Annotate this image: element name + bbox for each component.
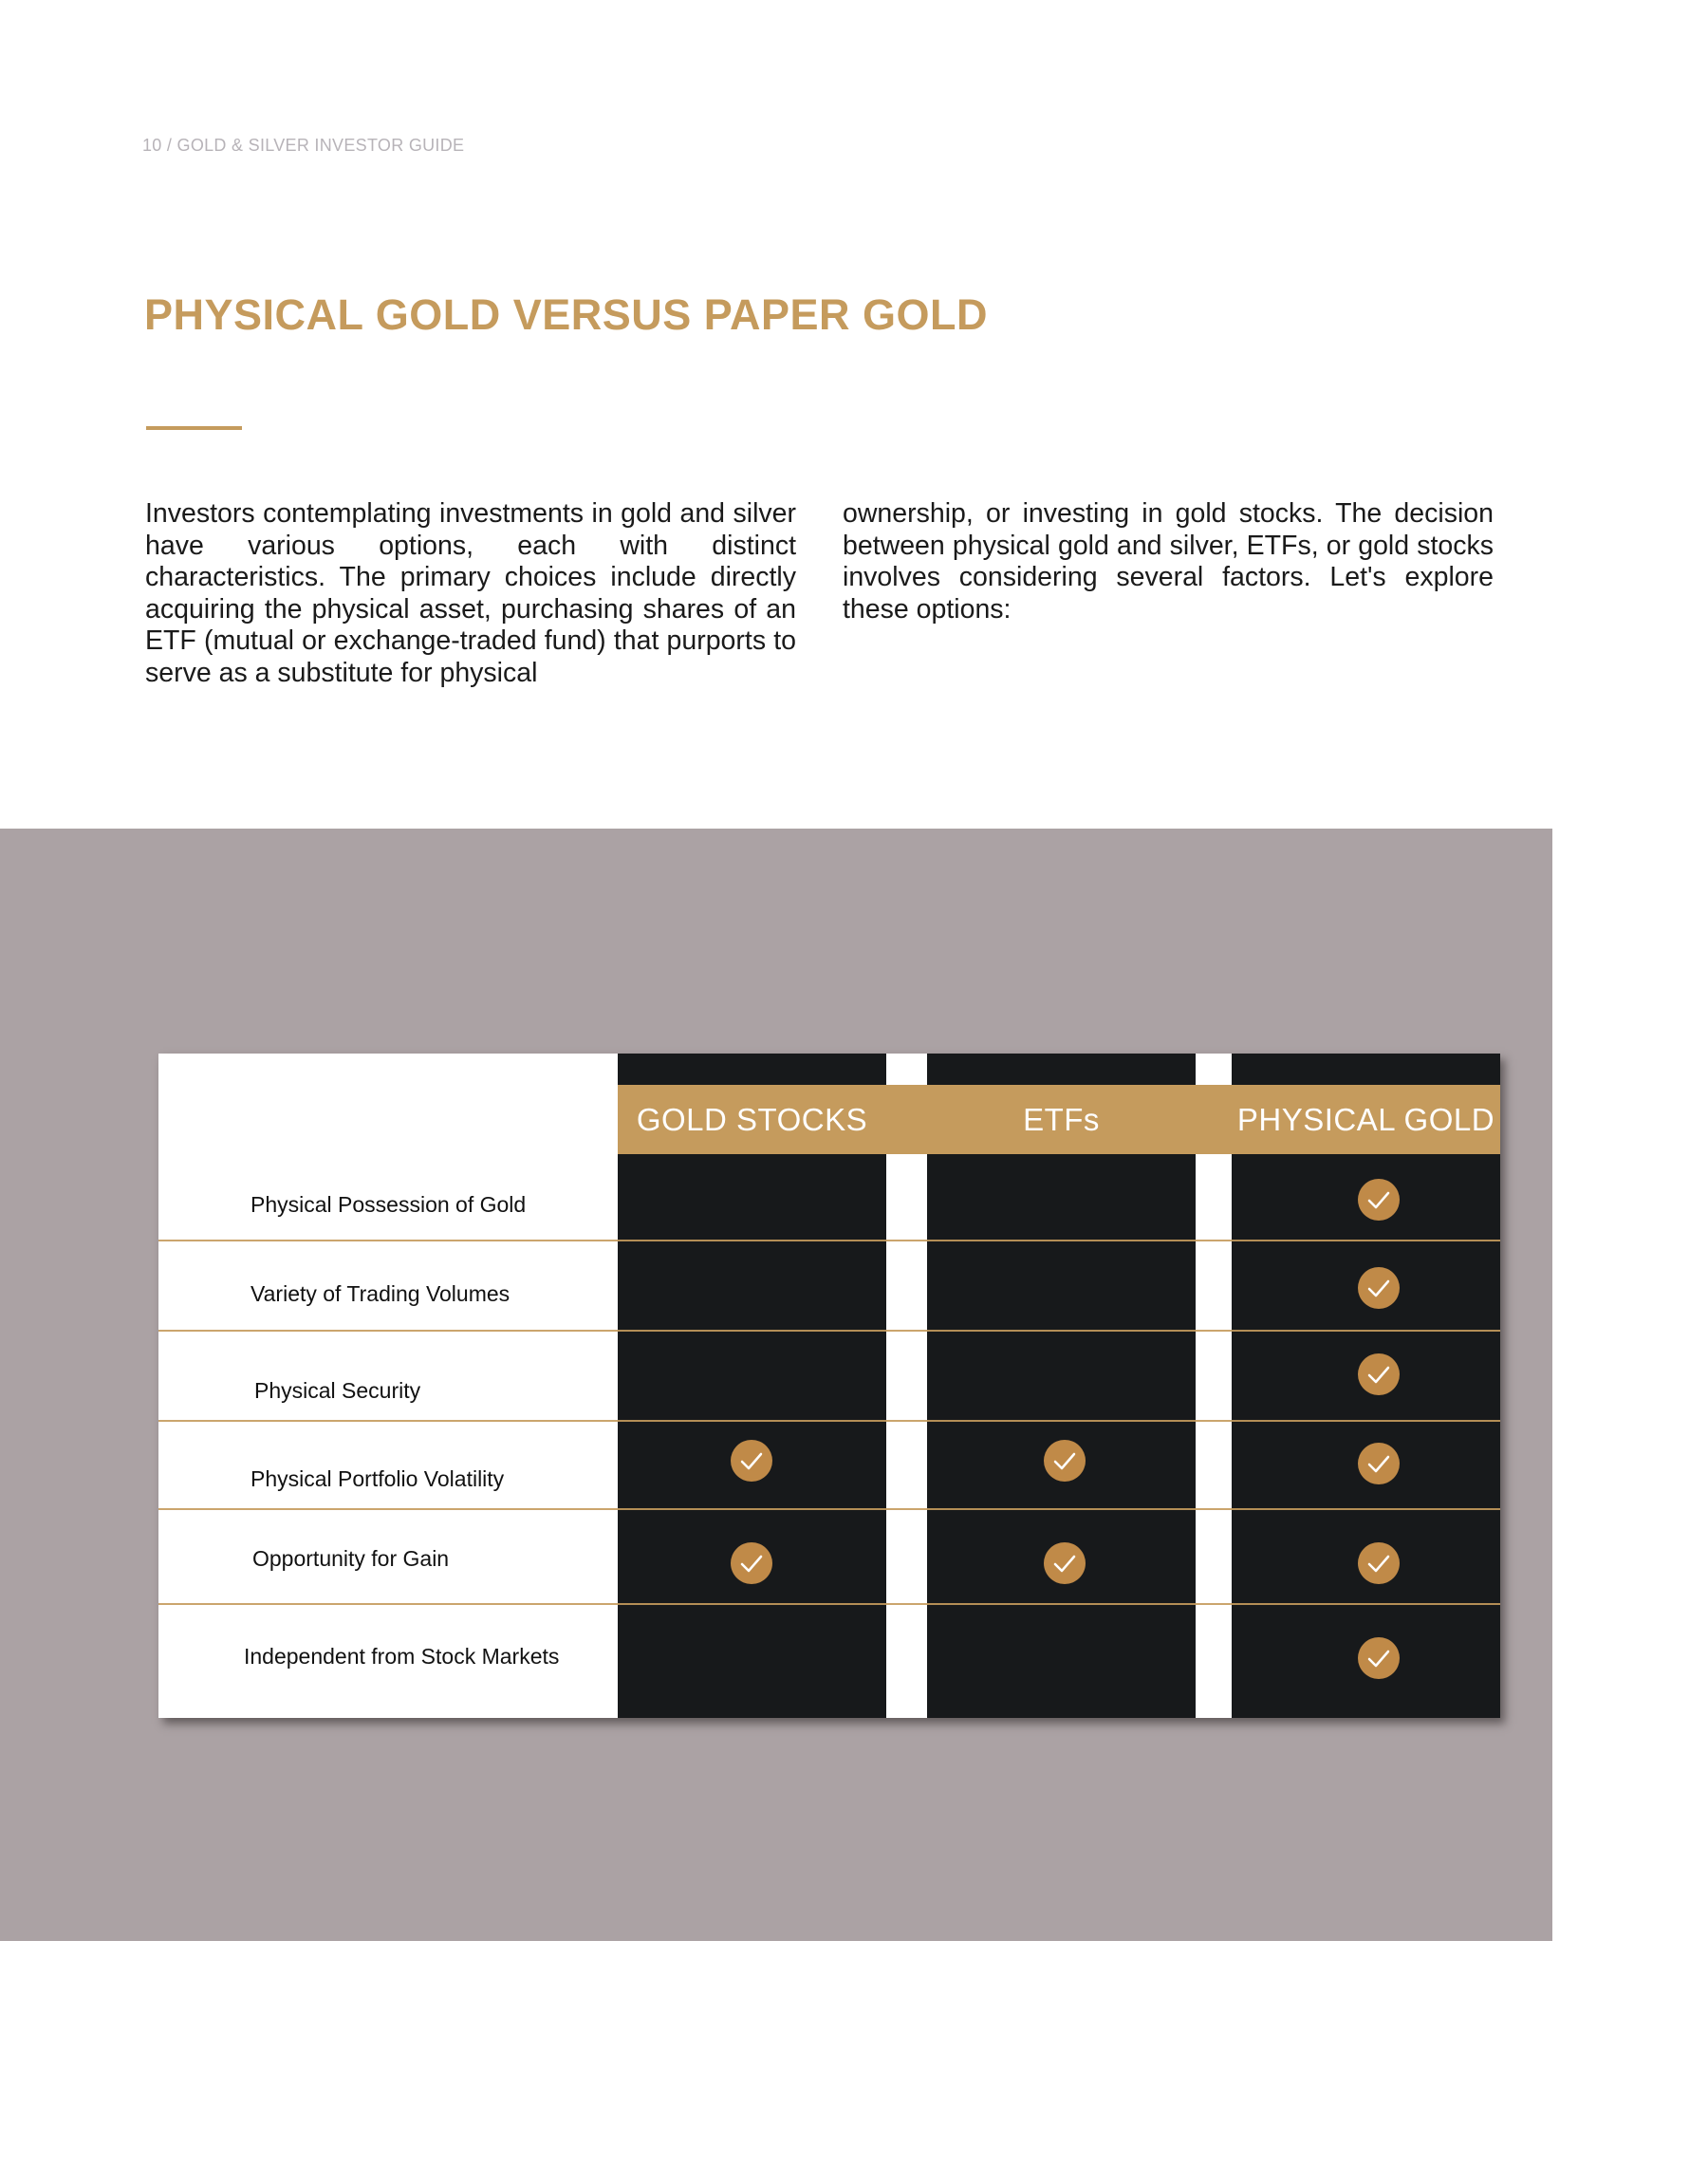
row-label-physical-security: Physical Security — [254, 1378, 421, 1403]
check-circle-icon — [731, 1440, 772, 1482]
row-divider — [158, 1330, 1500, 1332]
page-title: PHYSICAL GOLD VERSUS PAPER GOLD — [144, 290, 988, 339]
row-divider — [158, 1603, 1500, 1605]
running-head: 10 / GOLD & SILVER INVESTOR GUIDE — [142, 136, 465, 155]
row-divider — [158, 1508, 1500, 1510]
check-circle-icon — [1358, 1443, 1400, 1484]
check-circle-icon — [1358, 1542, 1400, 1584]
row-divider — [158, 1420, 1500, 1422]
row-label-independent-from-stock-markets: Independent from Stock Markets — [244, 1644, 560, 1669]
row-label-trading-volumes: Variety of Trading Volumes — [251, 1281, 511, 1306]
col-header-physical-gold: PHYSICAL GOLD — [1236, 1101, 1495, 1137]
title-underline — [146, 426, 242, 430]
col-header-gold-stocks: GOLD STOCKS — [636, 1101, 868, 1137]
check-circle-icon — [1358, 1353, 1400, 1395]
row-label-physical-possession: Physical Possession of Gold — [251, 1192, 527, 1217]
check-circle-icon — [1044, 1440, 1086, 1482]
check-circle-icon — [1358, 1267, 1400, 1309]
row-divider — [158, 1240, 1500, 1241]
check-circle-icon — [1358, 1179, 1400, 1221]
intro-right-column: ownership, or investing in gold stocks. The decision between physical gold and silver, ETFs, or gold stocks involves considering several factors. Let's explore these options: — [843, 498, 1494, 625]
row-label-opportunity-for-gain: Opportunity for Gain — [252, 1546, 450, 1571]
check-circle-icon — [731, 1542, 772, 1584]
row-label-portfolio-volatility: Physical Portfolio Volatility — [251, 1466, 505, 1491]
check-circle-icon — [1044, 1542, 1086, 1584]
intro-left-column: Investors contemplating investments in gold and silver have various options, each with distinct characteristics. The primary choices include directly acquiring the physical asset, purchasing shares of an ETF (mutual or exchange-traded fund) that purports to serve as a substitute for physical — [145, 498, 796, 688]
comparison-table — [158, 1054, 1500, 1718]
col-header-etfs: ETFs — [1023, 1101, 1100, 1137]
check-circle-icon — [1358, 1637, 1400, 1679]
